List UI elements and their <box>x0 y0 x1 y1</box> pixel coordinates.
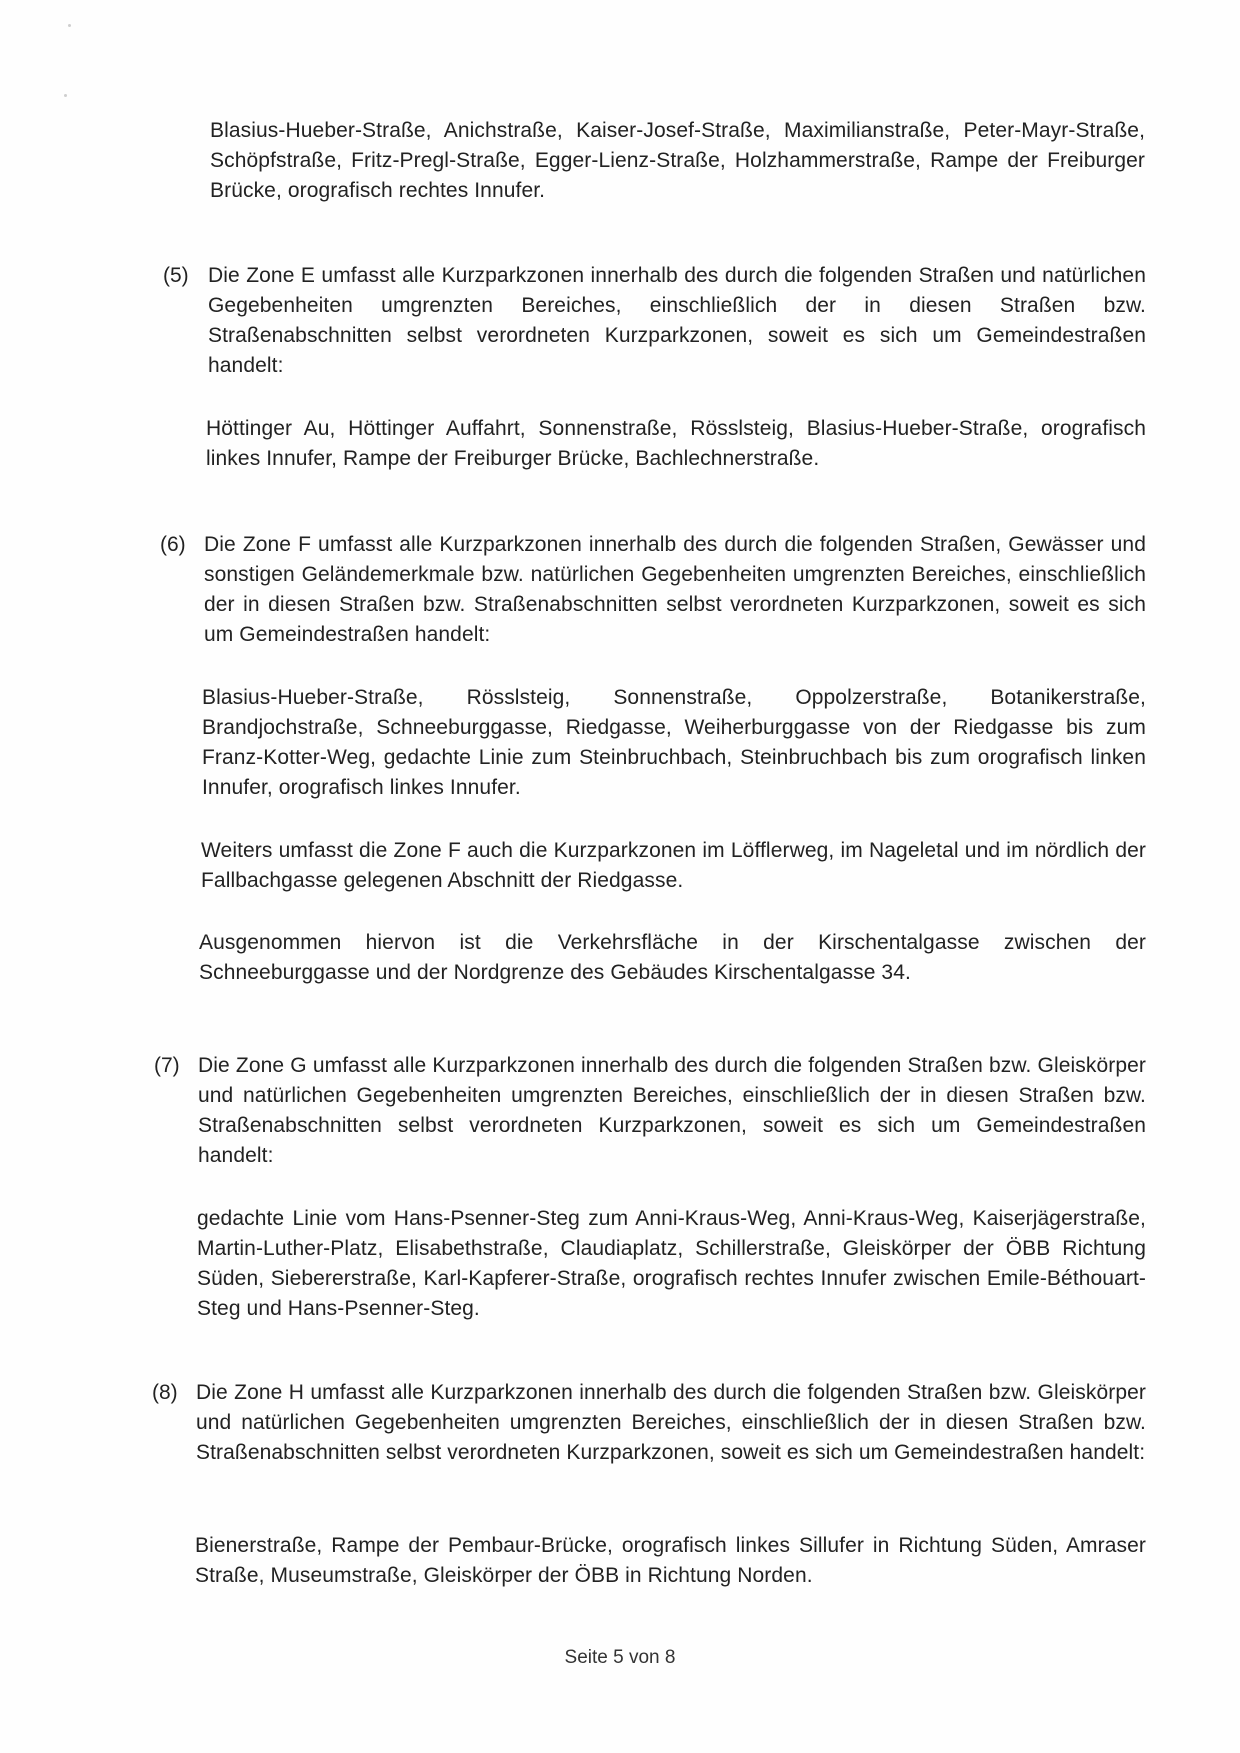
section-paragraph: Die Zone H umfasst alle Kurzparkzonen innerhalb des durch die folgenden Straßen bzw. Gleiskörper und natürlichen Gegebenheiten umgrenzten Bereiches, einschließlich der in diesen Straßen bzw. Straßenabschnitten selbst verordneten Kurzparkzonen, soweit es sich um Gemeindestraßen handelt: <box>196 1381 1146 1464</box>
scan-speck <box>68 24 71 27</box>
section-6-streets <box>202 683 1146 803</box>
section-paragraph: Ausgenommen hiervon ist die Verkehrsfläche in der Kirschentalgasse zwischen der Schneeburggasse und der Nordgrenze des Gebäudes Kirschentalgasse 34. <box>199 931 1146 984</box>
section-paragraph: Die Zone E umfasst alle Kurzparkzonen innerhalb des durch die folgenden Straßen und natürlichen Gegebenheiten umgrenzten Bereiches, einschließlich der in diesen Straßen bzw. Straßenabschnitten selbst verordneten Kurzparkzonen, soweit es sich um Gemeindestraßen handelt: <box>208 264 1146 377</box>
section-8-streets <box>195 1531 1146 1591</box>
section-7-streets <box>197 1204 1146 1324</box>
section-paragraph: Bienerstraße, Rampe der Pembaur-Brücke, orografisch linkes Sillufer in Richtung Süden, Amraser Straße, Museumstraße, Gleiskörper der ÖBB in Richtung Norden. <box>195 1534 1146 1587</box>
page-number: Seite 5 von 8 <box>564 1647 676 1668</box>
section-paragraph: Die Zone G umfasst alle Kurzparkzonen innerhalb des durch die folgenden Straßen bzw. Gleiskörper und natürlichen Gegebenheiten umgrenzten Bereiches, einschließlich der in diesen Straßen bzw. Straßenabschnitten selbst verordneten Kurzparkzonen, soweit es sich um Gemeindestraßen handelt: <box>198 1054 1146 1167</box>
section-7-text <box>198 1051 1146 1171</box>
section-6-exception <box>199 928 1146 988</box>
section-5-streets <box>206 414 1146 474</box>
section-number: (5) <box>163 264 189 287</box>
intro-paragraph <box>210 116 1145 206</box>
intro-text: Blasius-Hueber-Straße, Anichstraße, Kaiser-Josef-Straße, Maximilianstraße, Peter-Mayr-Straße, Schöpfstraße, Fritz-Pregl-Straße, Egger-Lienz-Straße, Holzhammerstraße, Rampe der Freiburger Brücke, orografisch rechtes Innufer. <box>210 119 1145 202</box>
section-paragraph: Blasius-Hueber-Straße, Rösslsteig, Sonnenstraße, Oppolzerstraße, Botanikerstraße, Brandjochstraße, Schneeburggasse, Riedgasse, Weiherburggasse von der Riedgasse bis zum Franz-Kotter-Weg, gedachte Linie zum Steinbruchbach, Steinbruchbach bis zum orografisch linken Innufer, orografisch linkes Innufer. <box>202 686 1146 799</box>
section-number: (6) <box>160 533 186 556</box>
section-5-text <box>208 261 1146 381</box>
section-paragraph: Höttinger Au, Höttinger Auffahrt, Sonnenstraße, Rösslsteig, Blasius-Hueber-Straße, orografisch linkes Innufer, Rampe der Freiburger Brücke, Bachlechnerstraße. <box>206 417 1146 470</box>
section-paragraph: gedachte Linie vom Hans-Psenner-Steg zum Anni-Kraus-Weg, Anni-Kraus-Weg, Kaiserjägerstraße, Martin-Luther-Platz, Elisabethstraße, Claudiaplatz, Schillerstraße, Gleiskörper der ÖBB Richtung Süden, Siebererstraße, Karl-Kapferer-Straße, orografisch rechtes Innufer zwischen Emile-Béthouart-Steg und Hans-Psenner-Steg. <box>197 1207 1146 1320</box>
section-6-additional <box>201 836 1146 896</box>
section-paragraph: Weiters umfasst die Zone F auch die Kurzparkzonen im Löfflerweg, im Nageletal und im nördlich der Fallbachgasse gelegenen Abschnitt der Riedgasse. <box>201 839 1146 892</box>
section-number: (8) <box>152 1381 178 1404</box>
section-8-text <box>196 1378 1146 1468</box>
section-number: (7) <box>154 1054 180 1077</box>
scan-speck <box>64 94 67 97</box>
section-paragraph: Die Zone F umfasst alle Kurzparkzonen innerhalb des durch die folgenden Straßen, Gewässer und sonstigen Geländemerkmale bzw. natürlichen Gegebenheiten umgrenzten Bereiches, einschließlich der in diesen Straßen bzw. Straßenabschnitten selbst verordneten Kurzparkzonen, soweit es sich um Gemeindestraßen handelt: <box>204 533 1146 646</box>
section-6-text <box>204 530 1146 650</box>
